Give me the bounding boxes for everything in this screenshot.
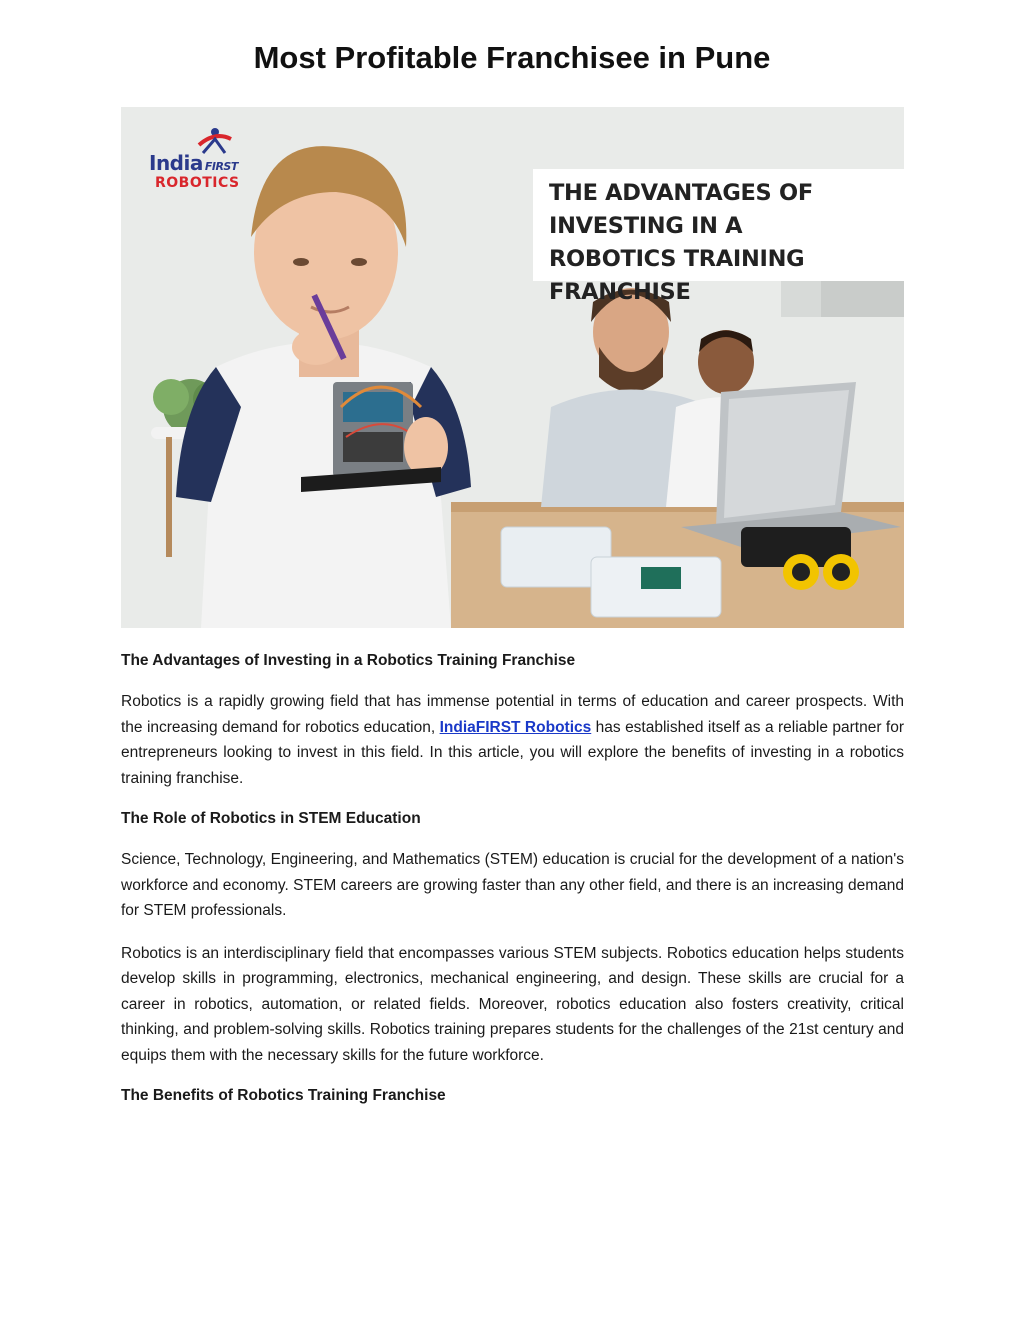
indiafirst-robotics-logo [145, 127, 275, 197]
hero-image [121, 107, 904, 628]
hero-heading-line: INVESTING IN A [549, 213, 743, 239]
hero-heading-line: ROBOTICS TRAINING FRANCHISE [549, 246, 805, 305]
hero-heading-line: THE ADVANTAGES OF [549, 180, 813, 206]
paragraph-text: has established itself as a reliable partner for entrepreneurs looking to invest in this field. In this article, you will explore the benefits of investing in a robotics training franchise. [121, 718, 904, 787]
logo-first-text: FIRST [204, 160, 238, 173]
paragraph [121, 689, 904, 791]
article-body [121, 650, 904, 1124]
section-heading: The Advantages of Investing in a Robotics Training Franchise [121, 652, 576, 669]
logo-india-text: India [149, 151, 203, 175]
paragraph: Science, Technology, Engineering, and Mathematics (STEM) education is crucial for the development of a nation's workforce and economy. STEM careers are growing faster than any other field, and there is an increasing demand for STEM professionals. [121, 851, 904, 919]
paragraph-text: Robotics is a rapidly growing field that has immense potential in terms of education and career prospects. With the increasing demand for robotics education, [121, 693, 904, 736]
hero-heading [533, 169, 904, 305]
page-title: Most Profitable Franchisee in Pune [253, 40, 771, 75]
section-heading: The Role of Robotics in STEM Education [121, 810, 421, 827]
paragraph: Robotics is an interdisciplinary field that encompasses various STEM subjects. Robotics education helps students develop skills in programming, electronics, mechanical engineering, and design. These skills are crucial for a career in robotics, automation, or related fields. Moreover, robotics education also fosters creativity, critical thinking, and problem-solving skills. Robotics training prepares students for the challenges of the 21st century and equips them with the necessary skills for the future workforce. [121, 944, 904, 1064]
indiafirst-robotics-link[interactable]: IndiaFIRST Robotics [439, 718, 592, 736]
logo-robotics-text: ROBOTICS [155, 175, 240, 191]
section-heading: The Benefits of Robotics Training Franchise [121, 1087, 446, 1104]
